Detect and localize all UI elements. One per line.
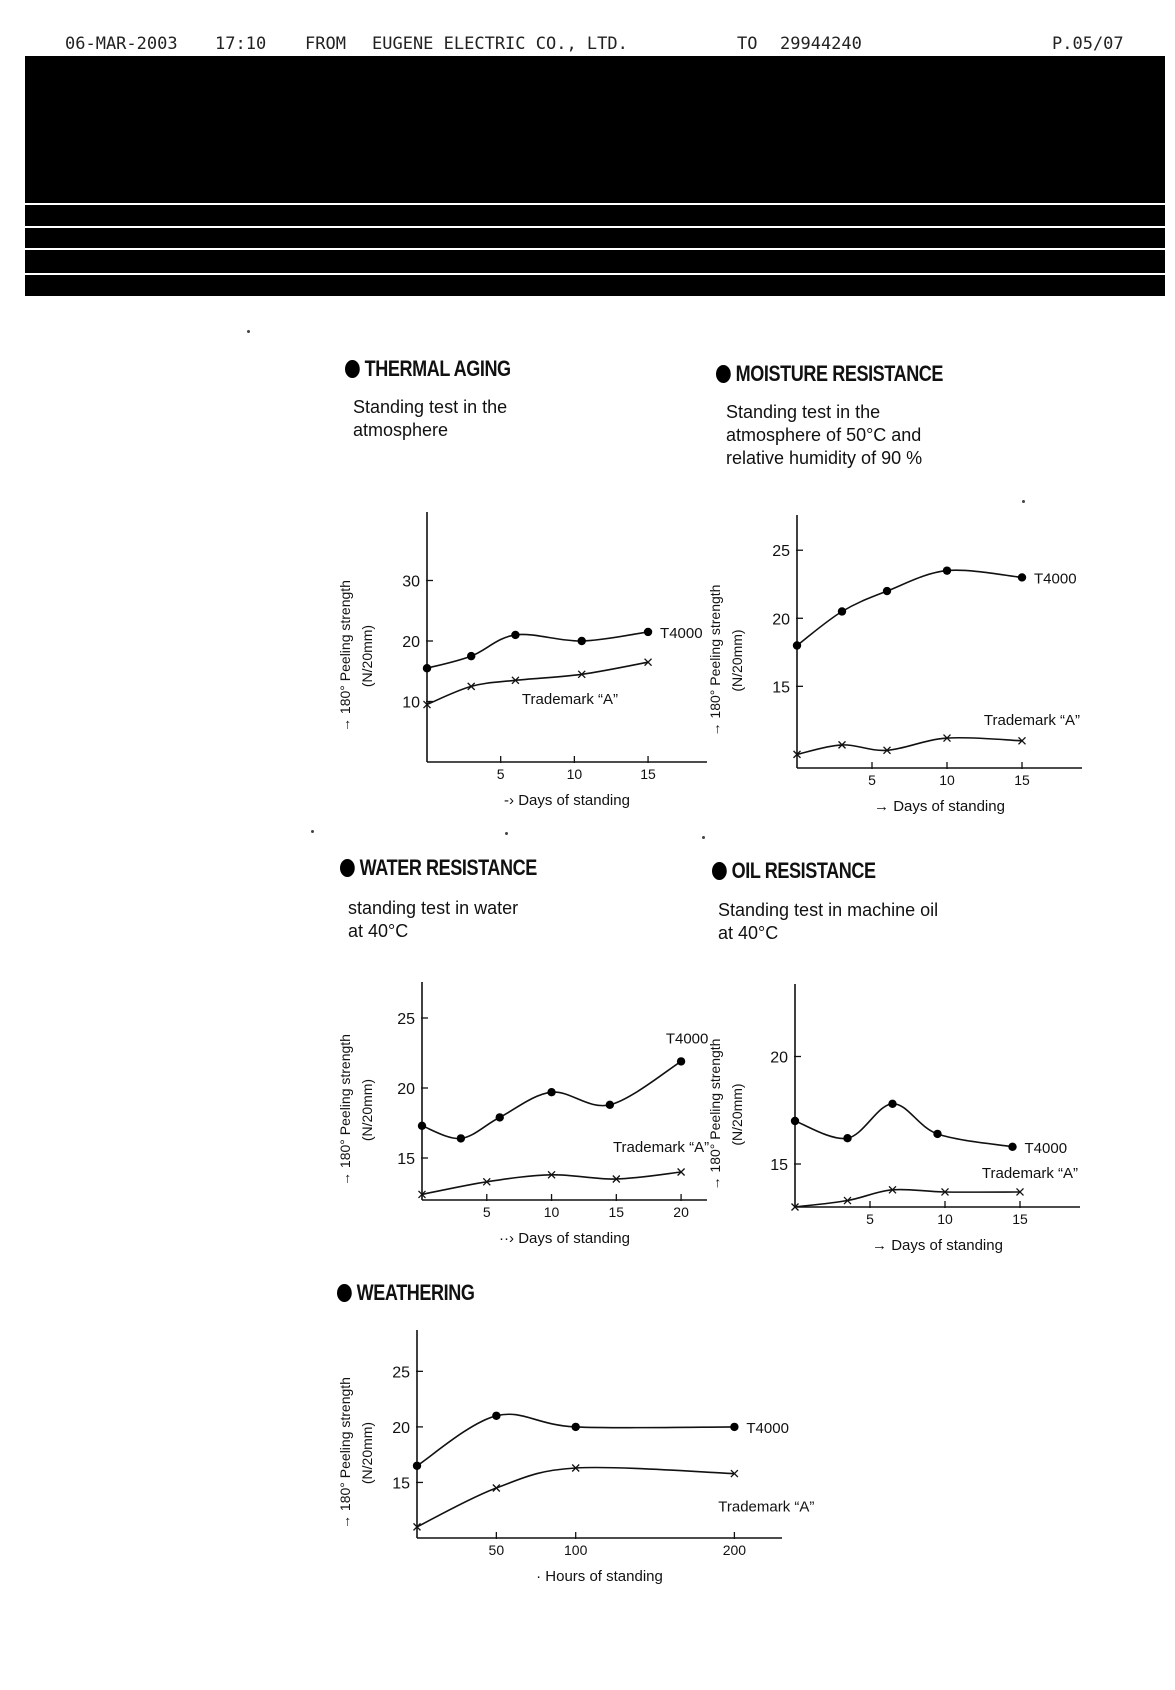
moisture-resistance-title: MOISTURE RESISTANCE [716,361,943,387]
series-line [417,1414,734,1466]
y-axis-label: (N/20mm) [729,1083,745,1146]
data-point-dot [791,1117,799,1125]
fax-to-label: TO [737,34,758,54]
data-point-dot [793,641,801,649]
series-line [795,1104,1013,1147]
y-tick-label: 25 [392,1364,410,1382]
data-point-dot [1008,1143,1016,1151]
x-tick-label: 15 [608,1204,625,1220]
series-line [797,570,1022,645]
bullet-icon [712,862,727,880]
band-divider [25,203,1165,205]
x-tick-label: 50 [488,1542,505,1558]
data-point-dot [943,566,951,574]
x-tick-label: 10 [566,766,583,782]
thermal-aging-description: Standing test in the atmosphere [353,397,508,440]
y-tick-label: 20 [772,611,790,629]
data-point-dot [838,607,846,615]
scan-speck [311,830,314,833]
water-resistance-description: standing test in water at 40°C [348,898,519,941]
fax-time: 17:10 [215,34,267,54]
thermal-aging-title: THERMAL AGING [345,356,511,382]
y-tick-label: 15 [397,1151,415,1168]
scan-speck [1022,500,1025,503]
y-axis-label: → 180° Peeling strength [707,1038,723,1191]
x-tick-label: 10 [939,772,955,788]
series-label: T4000 [746,1419,789,1437]
x-tick-label: 5 [868,772,876,788]
series-label: Trademark “A” [981,1164,1078,1182]
x-tick-label: 5 [496,766,505,782]
data-point-dot [843,1134,851,1142]
series-label: T4000 [1034,570,1077,588]
x-tick-label: 10 [543,1204,560,1220]
series-label: T4000 [665,1030,709,1048]
fax-from-company: EUGENE ELECTRIC CO., LTD. [372,34,628,54]
x-tick-label: 10 [937,1211,953,1227]
band-divider [25,273,1165,275]
series-line [422,1061,681,1138]
moisture-resistance-chart [700,480,1120,825]
series-label: Trademark “A” [612,1139,710,1156]
chart-group [707,515,1082,815]
chart-group [337,1330,814,1585]
series-line [427,632,648,668]
scan-speck [247,330,250,333]
bullet-icon [337,1284,352,1302]
weathering-chart [330,1320,815,1590]
data-point-dot [571,1423,579,1431]
y-tick-label: 15 [770,1157,788,1174]
series-label: T4000 [1024,1139,1068,1157]
y-tick-label: 20 [392,1419,410,1437]
x-axis-label: → Days of standing [874,798,1005,815]
oil-resistance-description: Standing test in machine oil at 40°C [718,900,939,943]
scan-speck [505,832,508,835]
water-resistance-chart [330,950,730,1260]
y-tick-label: 30 [402,573,420,591]
x-axis-label: → Days of standing [872,1237,1003,1254]
y-axis-label: (N/20mm) [729,629,745,692]
data-point-dot [413,1462,421,1470]
y-axis-label: → 180° Peeling strength [337,1034,353,1186]
y-axis-label: (N/20mm) [359,1078,375,1142]
y-tick-label: 20 [402,634,420,651]
band-divider [25,226,1165,228]
oil-resistance-title: OIL RESISTANCE [712,858,876,884]
scan-speck [702,836,705,839]
fax-from-label: FROM [305,34,346,54]
data-point-dot [578,637,586,645]
chart-group [337,512,707,809]
y-tick-label: 10 [402,694,420,712]
data-point-dot [496,1113,504,1121]
y-tick-label: 20 [397,1081,415,1098]
chart-group [337,982,709,1247]
data-point-dot [423,664,431,672]
moisture-resistance-description: Standing test in the atmosphere of 50°C and relative humidity of 90 % [726,402,923,468]
x-tick-label: 100 [564,1542,588,1558]
x-tick-label: 15 [1014,772,1030,788]
weathering-title: WEATHERING [337,1280,475,1306]
series-label: T4000 [660,624,703,642]
series-line [417,1468,734,1527]
band-divider [25,248,1165,250]
thermal-aging-chart [330,480,730,820]
series-line [795,1189,1020,1207]
series-label: Trademark “A” [521,691,619,709]
y-tick-label: 20 [770,1049,788,1067]
fax-date: 06-MAR-2003 [65,34,178,54]
y-tick-label: 25 [772,543,790,561]
series-line [797,738,1022,755]
water-resistance-title: WATER RESISTANCE [340,855,537,881]
x-tick-label: 15 [1012,1211,1028,1227]
series-label: Trademark “A” [718,1498,815,1516]
data-point-dot [511,631,519,639]
data-point-dot [492,1412,500,1420]
y-axis-label: → 180° Peeling strength [707,584,723,737]
data-point-dot [467,652,475,660]
y-tick-label: 25 [397,1011,415,1028]
data-point-dot [644,628,652,636]
data-point-dot [1018,573,1026,581]
bullet-icon [345,360,360,378]
x-tick-label: 5 [482,1204,491,1220]
fax-page-number: P.05/07 [1052,34,1124,54]
fax-to-number: 29944240 [780,34,862,54]
series-label: Trademark “A” [983,711,1080,729]
data-point-dot [547,1088,555,1096]
x-tick-label: 15 [640,766,656,782]
y-axis-label: (N/20mm) [359,1421,375,1485]
y-axis-label: → 180° Peeling strength [337,1377,353,1529]
y-axis-label: (N/20mm) [359,624,375,688]
redaction-band [25,56,1165,296]
x-axis-label: -› Days of standing [504,792,630,809]
x-tick-label: 200 [722,1542,747,1558]
data-point-dot [418,1122,426,1130]
data-point-dot [606,1101,614,1109]
fax-header [0,30,1175,56]
data-point-dot [730,1423,738,1431]
data-point-cross [493,1485,500,1492]
chart-group [707,984,1080,1254]
y-axis-label: → 180° Peeling strength [337,580,353,732]
oil-resistance-chart [700,950,1120,1265]
bullet-icon [716,365,731,383]
data-point-dot [888,1100,896,1108]
x-tick-label: 5 [866,1211,874,1227]
data-point-dot [457,1134,465,1142]
x-axis-label: · Hours of standing [536,1568,663,1585]
bullet-icon [340,859,355,877]
data-point-dot [933,1130,941,1138]
x-tick-label: 20 [673,1204,689,1220]
data-point-dot [883,587,891,595]
x-axis-label: ··› Days of standing [499,1230,630,1247]
y-tick-label: 15 [772,679,790,697]
data-point-dot [677,1057,685,1065]
y-tick-label: 15 [392,1475,410,1493]
